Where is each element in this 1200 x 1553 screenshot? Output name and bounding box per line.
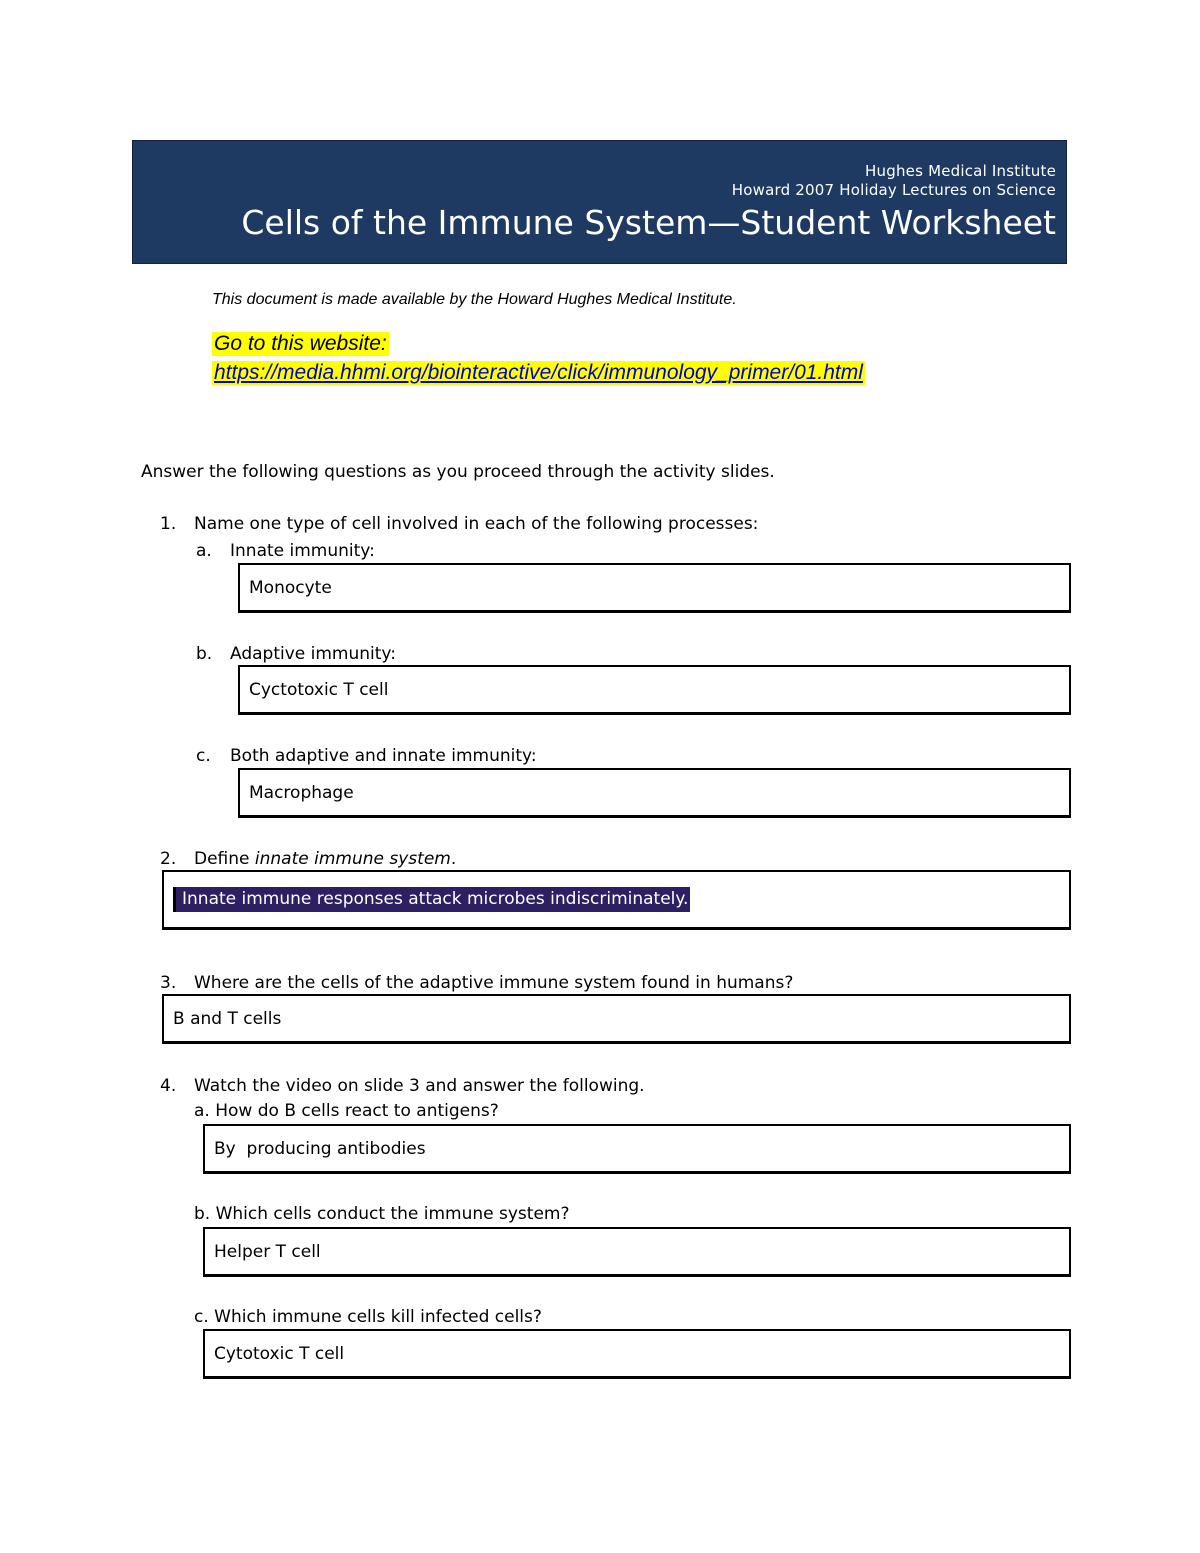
question-1c-text: Both adaptive and innate immunity: — [230, 746, 537, 766]
answer-1c-value: Macrophage — [249, 782, 354, 803]
answer-4c-value: Cytotoxic T cell — [214, 1343, 345, 1364]
answer-2-selected-text: Innate immune responses attack microbes indiscriminately. — [173, 887, 690, 912]
answer-3-value: B and T cells — [173, 1008, 282, 1029]
answer-1c-field[interactable] — [238, 768, 1071, 818]
answer-4c-field[interactable] — [203, 1329, 1071, 1379]
answer-1b-value: Cyctotoxic T cell — [249, 679, 389, 700]
question-1b-text: Adaptive immunity: — [230, 644, 396, 664]
availability-note: This document is made available by the Howard Hughes Medical Institute. — [212, 291, 737, 308]
page-title: Cells of the Immune System—Student Worksheet — [241, 203, 1056, 242]
answer-3-field[interactable] — [162, 994, 1071, 1044]
answer-1a-value: Monocyte — [249, 577, 332, 598]
question-2-text-lead: Define — [194, 849, 255, 869]
website-label: Go to this website: — [214, 332, 387, 355]
question-3-text: Where are the cells of the adaptive immune system found in humans? — [194, 973, 794, 993]
org-line-2: Howard 2007 Holiday Lectures on Science — [731, 181, 1056, 199]
question-4-text: Watch the video on slide 3 and answer the following. — [194, 1076, 645, 1096]
question-1-text: Name one type of cell involved in each of the following processes: — [194, 514, 759, 534]
question-1c-label: c. — [196, 746, 211, 766]
answer-4b-field[interactable] — [203, 1227, 1071, 1277]
question-1b-label: b. — [196, 644, 213, 664]
website-link[interactable]: https://media.hhmi.org/biointeractive/click/immunology_primer/01.html — [214, 361, 863, 384]
question-4b-text: b. Which cells conduct the immune system? — [194, 1204, 570, 1224]
question-4-number: 4. — [160, 1076, 177, 1096]
answer-1b-field[interactable] — [238, 665, 1071, 715]
question-1a-label: a. — [196, 541, 212, 561]
question-2-text — [194, 849, 456, 869]
question-2-number: 2. — [160, 849, 177, 869]
answer-4a-value: By producing antibodies — [214, 1138, 426, 1159]
question-4a-text: a. How do B cells react to antigens? — [194, 1101, 499, 1121]
question-1-number: 1. — [160, 514, 177, 534]
answer-4b-value: Helper T cell — [214, 1241, 321, 1262]
header-banner — [132, 140, 1067, 264]
answer-1a-field[interactable] — [238, 563, 1071, 613]
question-3-number: 3. — [160, 973, 177, 993]
question-2-term: innate immune system — [254, 849, 451, 869]
question-2-text-end: . — [450, 849, 457, 869]
question-1a-text: Innate immunity: — [230, 541, 375, 561]
answer-2-field[interactable] — [162, 870, 1071, 930]
org-line-1: Hughes Medical Institute — [865, 162, 1056, 180]
question-4c-text: c. Which immune cells kill infected cells? — [194, 1307, 542, 1327]
answer-4a-field[interactable] — [203, 1124, 1071, 1174]
intro-text: Answer the following questions as you proceed through the activity slides. — [141, 462, 775, 482]
